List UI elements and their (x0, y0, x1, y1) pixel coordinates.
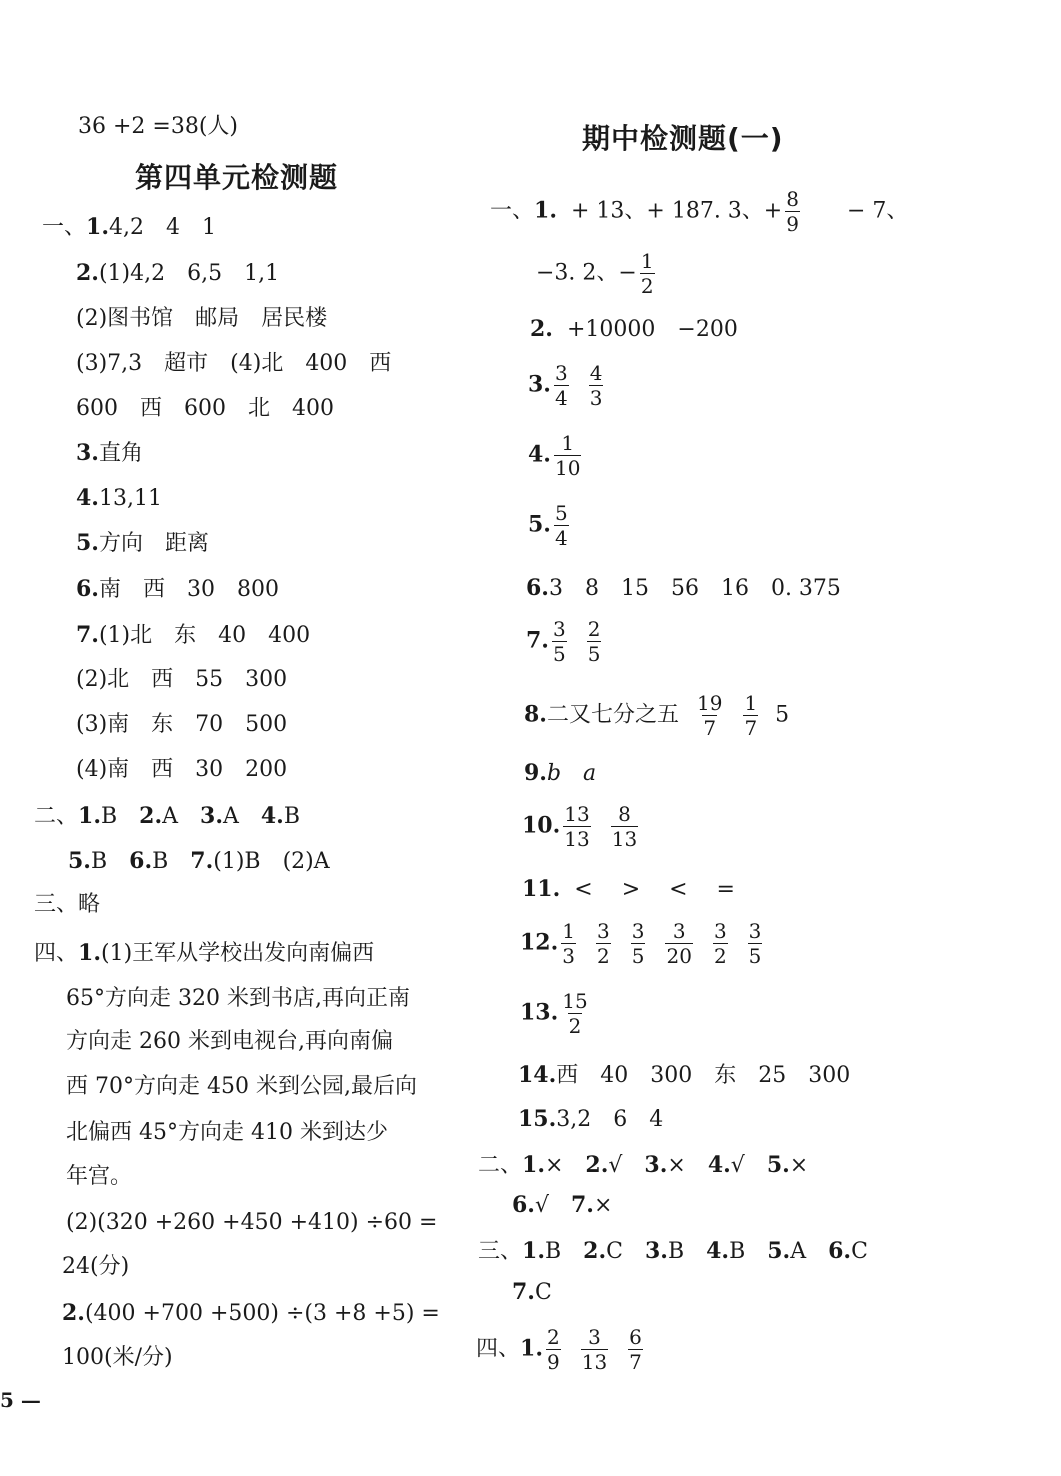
r-answer-4-1: 四、1. $\frac{2}{9}$ $\frac{3}{13}$ $\frac{6}{7}$ (476, 1325, 642, 1374)
answer-1-7-line2: (2)北 西 55 300 (76, 667, 288, 692)
fraction-denominator: 10 (554, 456, 581, 480)
calc-line: 36 +2 =38(人) (78, 114, 239, 139)
answer-1-1: 一、1.4,2 4 1 (42, 214, 216, 240)
fraction-denominator: 5 (552, 642, 566, 666)
answer-4-1-line2: 65°方向走 320 米到书店,再向正南 (66, 986, 410, 1011)
fraction-numerator: 4 (589, 361, 603, 385)
fraction-numerator: 1 (744, 691, 758, 715)
fraction (640, 250, 655, 297)
answer-2-line1: 二、1.B 2.A 3.A 4.B (34, 803, 301, 829)
answer-4-1-line3: 方向走 260 米到电视台,再向南偏 (66, 1029, 393, 1054)
fraction-denominator: 2 (713, 944, 727, 968)
r-answer-1-1: 一、1. + 13、+ 187. 3、+ $\frac{8}{9}$ − 7、 (490, 187, 909, 236)
fraction-numerator: 8 (618, 802, 631, 826)
r-answer-1-4: 4. $\frac{1}{10}$ (528, 431, 581, 480)
r-answer-1-14: 14.西 40 300 东 25 300 (518, 1062, 851, 1088)
fraction (552, 618, 567, 665)
fraction-numerator: 3 (552, 617, 566, 641)
r-answer-1-2: 2. +10000 −200 (530, 316, 738, 342)
fraction (589, 362, 604, 409)
fraction-numerator: 3 (631, 919, 645, 943)
answer-4-1-line5: 北偏西 45°方向走 410 米到达少 (66, 1120, 388, 1145)
fraction-denominator: 13 (581, 1350, 608, 1374)
r-answer-1-1-line2: −3. 2、− $\frac{1}{2}$ (536, 249, 654, 298)
fraction-numerator: 5 (554, 501, 568, 525)
answer-1-7-line3: (3)南 东 70 500 (76, 712, 288, 737)
fraction-denominator: 20 (666, 944, 692, 968)
r-answer-1-12: 12. $\frac{1}{3}$ $\frac{3}{2}$ $\frac{3}{5}$ $\frac{3}{20}$ $\frac{3}{2}$ $\frac{3}{5}$ (520, 919, 762, 968)
section-title-unit4: 第四单元检测题 (135, 161, 339, 194)
fraction (596, 920, 611, 967)
fraction-denominator: 2 (640, 274, 654, 298)
r-answer-2-line1: 二、1.× 2.√ 3.× 4.√ 5.× (478, 1152, 809, 1178)
r-answer-1-5: 5. $\frac{5}{4}$ (528, 501, 568, 550)
fraction-denominator: 5 (748, 944, 762, 968)
answer-1-2-line3: (3)7,3 超市 (4)北 400 西 (76, 351, 392, 376)
answer-1-2-line4: 600 西 600 北 400 (76, 396, 334, 421)
answer-1-5: 5.方向 距离 (76, 530, 209, 556)
fraction (563, 803, 590, 850)
fraction-denominator: 7 (703, 716, 717, 740)
answer-1-7-line4: (4)南 西 30 200 (76, 757, 288, 782)
fraction-numerator: 1 (561, 431, 575, 455)
fraction-numerator: 2 (546, 1325, 560, 1349)
answer-2-line2: 5.B 6.B 7.(1)B (2)A (68, 848, 330, 874)
answer-4-2-line2: 100(米/分) (62, 1345, 173, 1370)
fraction-numerator: 3 (748, 919, 762, 943)
answer-3: 三、略 (34, 892, 101, 917)
fraction (785, 188, 800, 235)
answer-4-2: 2.(400 +700 +500) ÷(3 +8 +5) = (62, 1300, 440, 1326)
r-answer-1-15: 15.3,2 6 4 (518, 1106, 664, 1132)
fraction-denominator: 13 (564, 827, 590, 851)
answer-1-7: 7.(1)北 东 40 400 (76, 622, 311, 648)
fraction (611, 803, 638, 850)
r-answer-2-line2: 6.√ 7.× (512, 1192, 613, 1218)
fraction-numerator: 15 (562, 989, 588, 1013)
fraction-numerator: 19 (696, 691, 723, 715)
answer-4-1-line4: 西 70°方向走 450 米到公园,最后向 (66, 1074, 417, 1099)
fraction (581, 1326, 608, 1373)
fraction (561, 920, 576, 967)
fraction-denominator: 3 (562, 944, 576, 968)
fraction-denominator: 4 (554, 386, 568, 410)
fraction (587, 618, 602, 665)
fraction-denominator: 7 (744, 716, 758, 740)
fraction (713, 920, 728, 967)
r-answer-1-11: 11. < > < = (522, 876, 735, 902)
fraction-denominator: 9 (546, 1350, 560, 1374)
r-answer-1-8: 8.二又七分之五 $\frac{19}{7}$ $\frac{1}{7}$ 5 (524, 691, 790, 740)
fraction-numerator: 3 (672, 919, 686, 943)
r-answer-1-9: 9.b a (524, 760, 597, 786)
fraction (546, 1326, 561, 1373)
r-answer-1-7: 7. $\frac{3}{5}$ $\frac{2}{5}$ (526, 617, 601, 666)
answer-4-1-line8: 24(分) (62, 1254, 130, 1279)
fraction-denominator: 9 (786, 212, 799, 236)
answer-4-1-line6: 年宫。 (66, 1164, 133, 1189)
fraction-numerator: 13 (564, 802, 590, 826)
answer-4-1: 四、1.(1)王军从学校出发向南偏西 (34, 940, 375, 966)
fraction-denominator: 13 (611, 827, 638, 851)
answer-4-1-line7: (2)(320 +260 +450 +410) ÷60 = (66, 1210, 438, 1235)
answer-1-2-line2: (2)图书馆 邮局 居民楼 (76, 306, 328, 331)
r-answer-3-line2: 7.C (512, 1279, 552, 1305)
fraction (743, 692, 758, 739)
answer-1-4: 4.13,11 (76, 485, 162, 511)
fraction-numerator: 8 (786, 187, 799, 211)
fraction-numerator: 6 (629, 1325, 642, 1349)
r-answer-1-13: 13. $\frac{15}{2}$ (520, 989, 588, 1038)
answer-1-3: 3.直角 (76, 440, 143, 466)
fraction-denominator: 2 (597, 944, 610, 968)
section-title-midterm: 期中检测题(一) (582, 122, 784, 155)
fraction (748, 920, 763, 967)
fraction-numerator: 3 (713, 919, 727, 943)
fraction-numerator: 3 (597, 919, 610, 943)
answer-1-6: 6.南 西 30 800 (76, 576, 279, 602)
fraction-numerator: 2 (587, 617, 601, 641)
answer-1-2: 2.(1)4,2 6,5 1,1 (76, 260, 280, 286)
fraction-numerator: 1 (640, 249, 654, 273)
fraction (554, 432, 581, 479)
fraction-numerator: 3 (554, 361, 568, 385)
fraction-denominator: 3 (589, 386, 603, 410)
fraction-denominator: 2 (568, 1014, 582, 1038)
r-answer-1-6: 6.3 8 15 56 16 0. 375 (526, 575, 841, 601)
fraction (665, 920, 692, 967)
page-number: 5 — (0, 1388, 41, 1412)
fraction-denominator: 4 (554, 526, 568, 550)
fraction (561, 990, 588, 1037)
fraction (554, 362, 569, 409)
fraction (554, 502, 569, 549)
fraction-denominator: 5 (587, 642, 601, 666)
fraction-numerator: 3 (588, 1325, 601, 1349)
r-answer-3-line1: 三、1.B 2.C 3.B 4.B 5.A 6.C (478, 1238, 868, 1264)
fraction (696, 692, 723, 739)
fraction-denominator: 5 (631, 944, 645, 968)
r-answer-1-3: 3. $\frac{3}{4}$ $\frac{4}{3}$ (528, 361, 603, 410)
fraction (631, 920, 646, 967)
r-answer-1-10: 10. $\frac{13}{13}$ $\frac{8}{13}$ (522, 802, 638, 851)
fraction-denominator: 7 (629, 1350, 642, 1374)
fraction (628, 1326, 643, 1373)
fraction-numerator: 1 (562, 919, 576, 943)
